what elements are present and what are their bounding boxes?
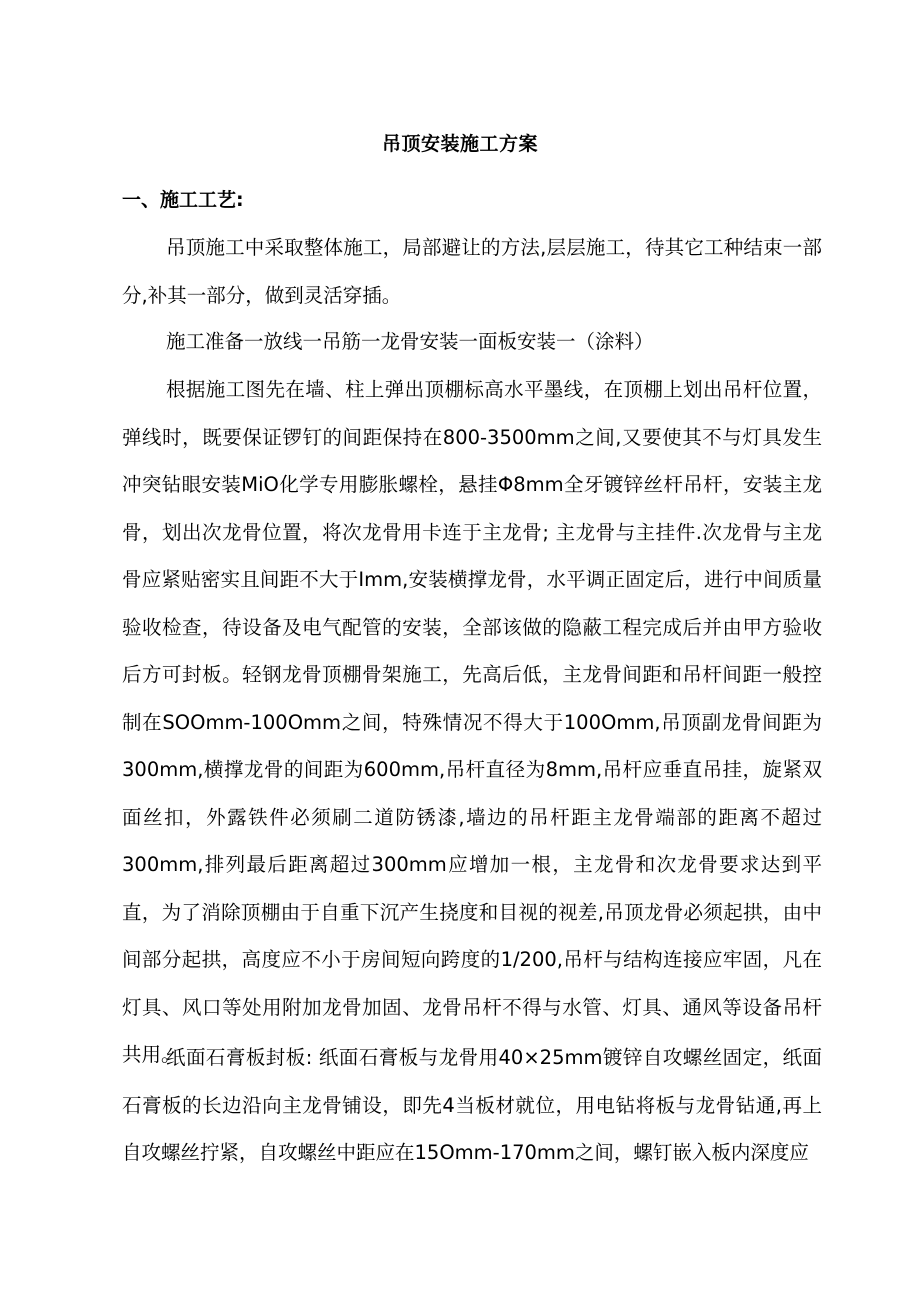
paragraph-intro: 吊顶施工中采取整体施工，局部避让的方法,层层施工，待其它工种结束一部分,补其一部分，做到灵活穿插。 [122, 236, 822, 307]
document-title: 吊顶安装施工方案 [381, 133, 538, 155]
paragraph-gypsum-board: 纸面石膏板封板: 纸面石膏板与龙骨用40×25mm镀锌自攻螺丝固定，纸面石膏板的长边沿向主龙骨铺设，即先4当板材就位，用电钻将板与龙骨钻通,再上自攻螺丝拧紧，自攻螺丝中距应在15Omm-170mm之间，螺钉嵌入板内深度应 [122, 1046, 822, 1164]
section-heading: 一、施工工艺: [122, 189, 244, 211]
paragraph-keel-installation: 根据施工图先在墙、柱上弹出顶棚标高水平墨线，在顶棚上划出吊杆位置，弹线时，既要保证锣钉的间距保持在800-3500mm之间,又要使其不与灯具发生冲突钻眼安装MiO化学专用膨胀螺栓，悬挂Φ8mm全牙镀锌丝杆吊杆，安装主龙骨，划出次龙骨位置，将次龙骨用卡连于主龙骨; 主龙骨与主挂件.次龙骨与主龙骨应紧贴密实且间距不大于Imm,安装横撑龙骨，水平调正固定后，进行中间质量验收检查，待设备及电气配管的安装，全部该做的隐蔽工程完成后并由甲方验收后方可封板。轻钢龙骨顶棚骨架施工，先高后低，主龙骨间距和吊杆间距一般控制在SOOmm-100Omm之间，特殊情况不得大于100Omm,吊顶副龙骨间距为300mm,横撑龙骨的间距为600mm,吊杆直径为8mm,吊杆应垂直吊挂，旋紧双面丝扣，外露铁件必须刷二道防锈漆,墙边的吊杆距主龙骨端部的距离不超过300mm,排列最后距离超过300mm应增加一根，主龙骨和次龙骨要求达到平直，为了消除顶棚由于自重下沉产生挠度和目视的视差,吊顶龙骨必须起拱，由中间部分起拱，高度应不小于房间短向跨度的1/200,吊杆与结构连接应牢固，凡在灯具、风口等处用附加龙骨加固、龙骨吊杆不得与水管、灯具、通风等设备吊杆共用。 [122, 378, 822, 1066]
paragraph-process-flow: 施工准备一放线一吊筋一龙骨安装一面板安装一（涂料） [166, 330, 654, 353]
